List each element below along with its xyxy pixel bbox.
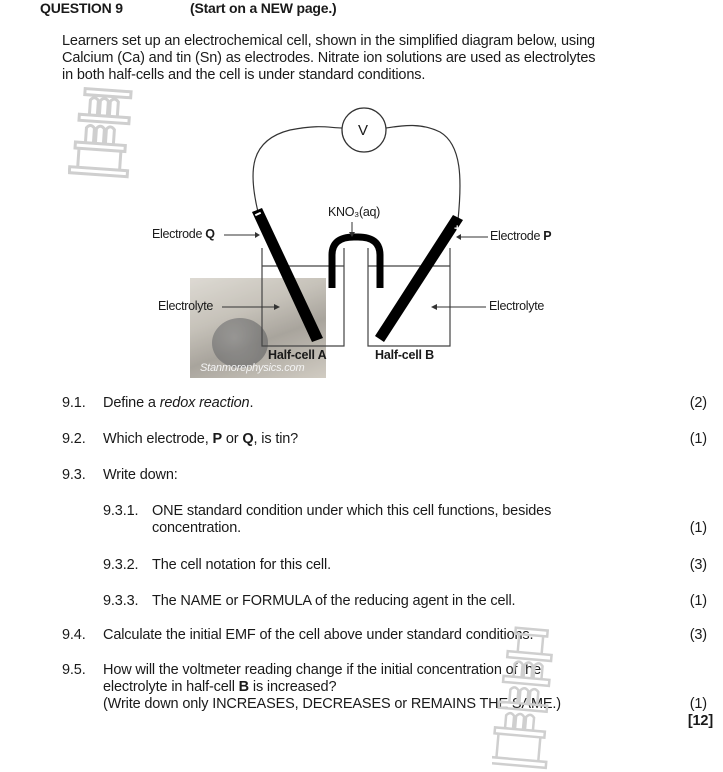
marks: (3) — [689, 627, 707, 643]
question-9-3-2: 9.3.2. The cell notation for this cell. (3) — [103, 557, 707, 573]
svg-text:+: + — [454, 223, 461, 235]
marks: (2) — [689, 395, 707, 411]
marks: (1) — [689, 696, 707, 712]
question-9-4: 9.4. Calculate the initial EMF of the cell above under standard conditions. (3) — [62, 627, 707, 643]
intro-line: Calcium (Ca) and tin (Sn) as electrodes. Nitrate ion solutions are used as electrolytes — [62, 50, 596, 66]
marks: (1) — [689, 520, 707, 536]
marks: (3) — [689, 557, 707, 573]
electrode-p-label: Electrode P — [490, 229, 552, 243]
half-cell-a-label: Half-cell A — [268, 348, 327, 362]
marks: (1) — [689, 593, 707, 609]
electrolyte-left-label: Electrolyte — [158, 299, 214, 313]
electrode-q-label: Electrode Q — [152, 227, 215, 241]
marks: (1) — [689, 431, 707, 447]
intro-line: in both half-cells and the cell is under standard conditions. — [62, 67, 426, 83]
electrolyte-right-label: Electrolyte — [489, 299, 545, 313]
question-number: QUESTION 9 — [40, 0, 123, 16]
question-9-2: 9.2. Which electrode, P or Q, is tin? (1) — [62, 431, 707, 447]
salt-bridge-label: KNO₃(aq) — [328, 205, 381, 219]
total-marks: [12] — [687, 713, 713, 729]
question-9-3-3: 9.3.3. The NAME or FORMULA of the reducing agent in the cell. (1) — [103, 593, 707, 609]
question-9-5: 9.5. How will the voltmeter reading change if the initial concentration of the electrolyte in half-cell B is increased? (Write down only INCREASES, DECREASES or REMAINS THE SAME.) (1) [12] — [62, 662, 713, 729]
page-instruction: (Start on a NEW page.) — [190, 0, 337, 16]
question-9-1: 9.1. Define a redox reaction. (2) — [62, 395, 707, 411]
question-9-3: 9.3. Write down: — [62, 467, 178, 483]
leaning-tower-watermark-icon — [492, 625, 562, 772]
watermark-text: Stanmorephysics.com — [200, 362, 305, 374]
half-cell-b-label: Half-cell B — [375, 348, 434, 362]
question-9-3-1: 9.3.1. ONE standard condition under which this cell functions, besides concentration. (1) — [103, 503, 707, 536]
intro-line: Learners set up an electrochemical cell, shown in the simplified diagram below, using — [62, 33, 595, 49]
voltmeter-symbol: V — [358, 122, 369, 139]
